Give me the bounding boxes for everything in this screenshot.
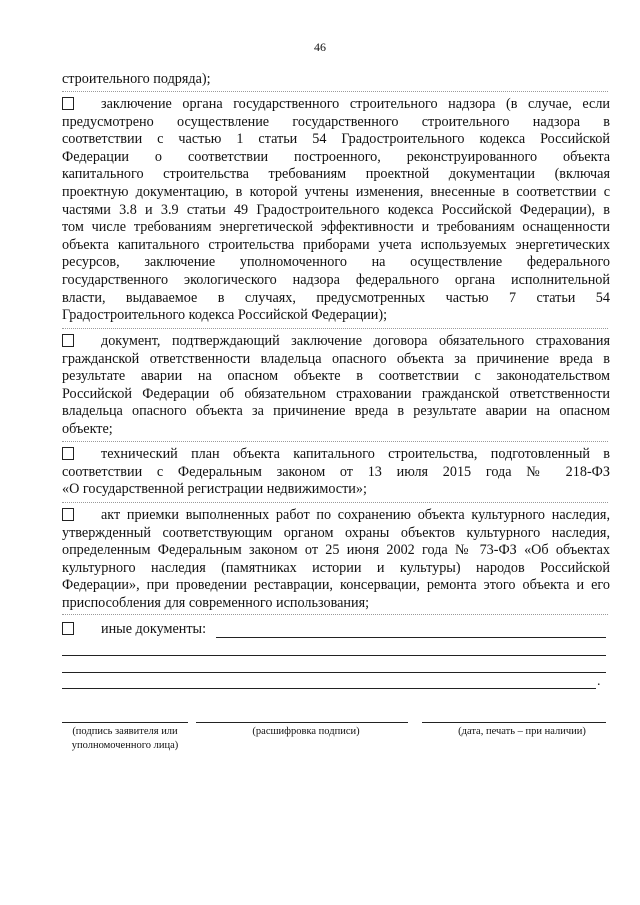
top-fragment: строительного подряда);: [62, 71, 211, 87]
item-other-documents: иные документы:: [62, 621, 610, 639]
other-documents-field[interactable]: [62, 655, 606, 656]
section-separator: [62, 91, 608, 92]
checkbox[interactable]: [62, 622, 74, 635]
item-insurance-document: документ, подтверждающий заключение договора обязательного страхования гражданской ответственности владельца опасного объекта за причинение вреда в результате аварии на опасном объекте в соответствии с законодательством Российской Федерации об обязательном страховании гражданской ответственности владельца опасного объекта за причинение вреда в результате аварии на опасном объекте;: [62, 333, 610, 437]
other-documents-field[interactable]: [62, 688, 596, 689]
other-documents-field[interactable]: [216, 637, 606, 638]
other-documents-field[interactable]: [62, 672, 606, 673]
signature-caption: (подпись заявителя или уполномоченного лица): [71, 726, 179, 751]
section-separator: [62, 614, 608, 615]
item-technical-plan: технический план объекта капитального строительства, подготовленный в соответствии с Федеральным законом от 13 июля 2015 года № 218-ФЗ «О государственной регистрации недвижимости»;: [62, 446, 610, 498]
checkbox[interactable]: [62, 508, 74, 521]
section-separator: [62, 328, 608, 329]
item-building-supervision: заключение органа государственного строительного надзора (в случае, если предусмотрено осуществление государственного строительного надзора в соответствии с частью 1 статьи 54 Градостроительного кодекса Российской Федерации о соответствии построенного, реконструированного объекта капитального строительства требованиям проектной документации (включая проектную документацию, в которой учтены изменения, внесенные в соответствии с частями 3.8 и 3.9 статьи 49 Градостроительного кодекса Российской Федерации), в том числе требованиям энергетической эффективности и требованиям оснащенности объекта капитального строительства приборами учета используемых энергетических ресурсов, заключение уполномоченного на осуществление федерального государственного экологического надзора федерального органа исполнительной власти, выдаваемое в случаях, предусмотренных частью 7 статьи 54 Градостроительного кодекса Российской Федерации);: [62, 96, 610, 324]
section-separator: [62, 441, 608, 442]
page-number: 46: [314, 40, 326, 54]
decoding-caption: (расшифровка подписи): [252, 726, 360, 737]
date-seal-line[interactable]: [422, 722, 606, 723]
signature-decoding-line[interactable]: [196, 722, 408, 723]
item-cultural-heritage-act: акт приемки выполненных работ по сохранению объекта культурного наследия, утвержденный соответствующим органом охраны объектов культурного наследия, определенным Федеральным законом от 25 июня 2002 года № 73-ФЗ «Об объектах культурного наследия (памятниках истории и культуры) народов Российской Федерации», при проведении реставрации, консервации, ремонта этого объекта и его приспособления для современного использования;: [62, 507, 610, 611]
checkbox[interactable]: [62, 97, 74, 110]
signature-line[interactable]: [62, 722, 188, 723]
checkbox[interactable]: [62, 334, 74, 347]
date-seal-caption: (дата, печать – при наличии): [458, 726, 586, 737]
checkbox[interactable]: [62, 447, 74, 460]
trailing-dot: .: [597, 674, 601, 689]
section-separator: [62, 502, 608, 503]
